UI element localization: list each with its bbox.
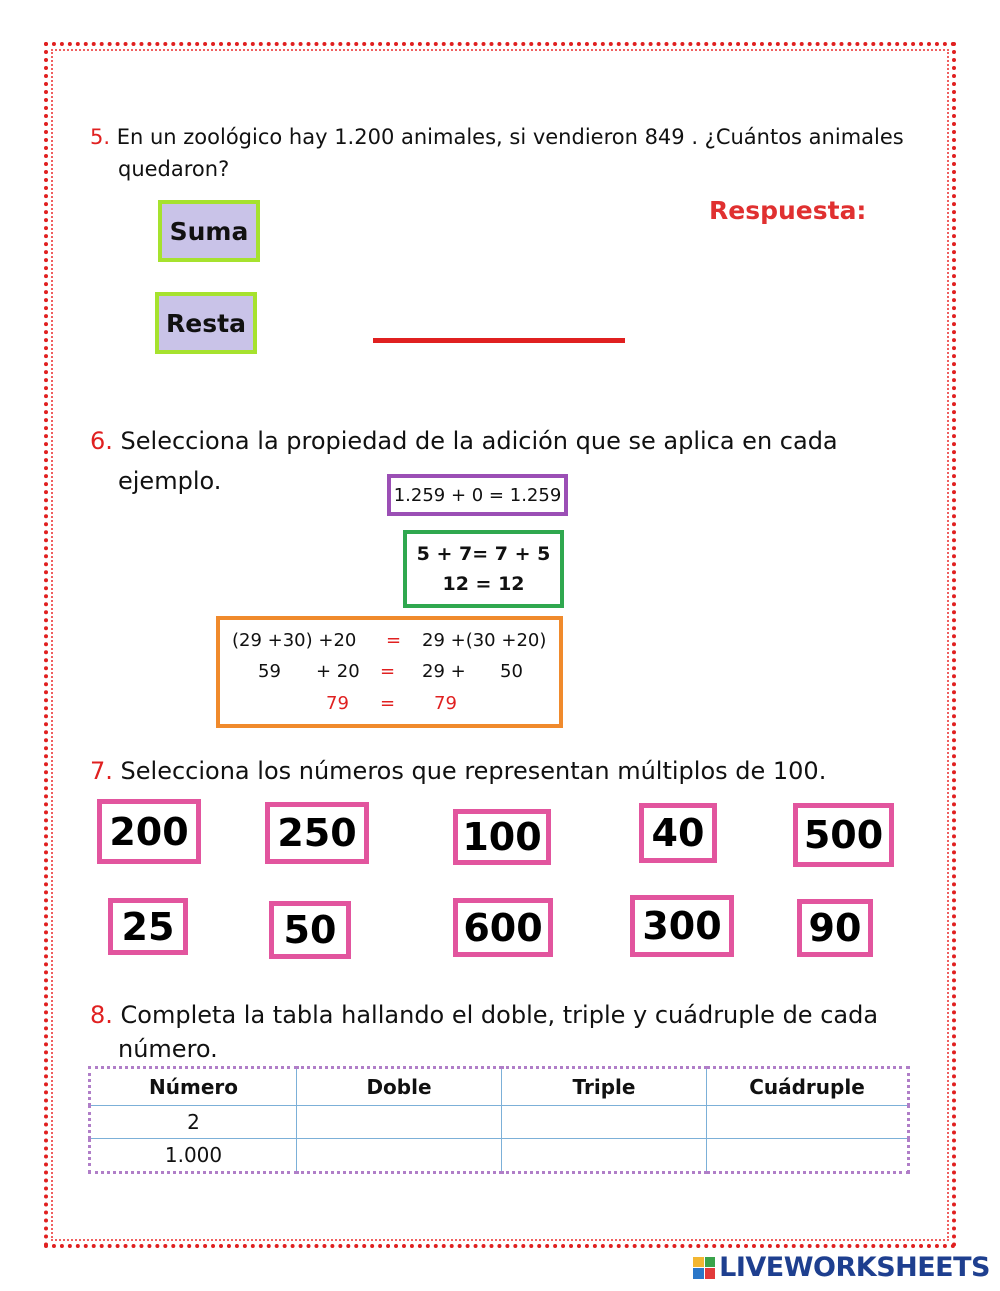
answer-line[interactable] [373, 338, 625, 343]
number-option-25[interactable]: 25 [108, 898, 188, 955]
number-option-100[interactable]: 100 [453, 809, 551, 865]
assoc-row1-right: 29 +(30 +20) [422, 630, 547, 651]
example-commutative[interactable] [403, 530, 564, 608]
number-option-50[interactable]: 50 [269, 901, 351, 959]
cell-number: 1.000 [90, 1139, 297, 1173]
table-header-row [90, 1068, 909, 1106]
question-5 [90, 121, 910, 185]
brand-text: LIVEWORKSHEETS [719, 1252, 990, 1283]
number-option-40[interactable]: 40 [639, 803, 717, 863]
example-associative[interactable] [216, 616, 563, 728]
assoc-row2-b: + 20 [316, 661, 360, 682]
question-text-cont: quedaron? [118, 157, 230, 181]
assoc-row3-eq: = [380, 693, 396, 714]
cell-triple-input[interactable] [502, 1139, 707, 1173]
cell-cuadruple-input[interactable] [707, 1139, 909, 1173]
assoc-row1-eq: = [386, 630, 402, 651]
question-text: En un zoológico hay 1.200 animales, si vendieron 849 . ¿Cuántos animales [116, 125, 904, 149]
cell-number: 2 [90, 1106, 297, 1139]
question-7 [90, 754, 910, 788]
assoc-row1-left: (29 +30) +20 [232, 630, 357, 651]
example-identity-text: 1.259 + 0 = 1.259 [393, 484, 562, 506]
cell-triple-input[interactable] [502, 1106, 707, 1139]
assoc-row2-eq: = [380, 661, 396, 682]
option-suma-button[interactable]: Suma [158, 200, 260, 262]
option-resta-button[interactable]: Resta [155, 292, 257, 354]
question-number: 6. [90, 427, 113, 455]
question-number: 7. [90, 757, 113, 785]
assoc-row2-a: 59 [258, 661, 281, 682]
cell-cuadruple-input[interactable] [707, 1106, 909, 1139]
number-option-90[interactable]: 90 [797, 899, 873, 957]
question-text: Selecciona la propiedad de la adición que se aplica en cada [120, 427, 838, 455]
question-number: 5. [90, 125, 111, 149]
liveworksheets-logo [693, 1252, 990, 1283]
answer-label: Respuesta: [709, 196, 867, 225]
table-row [90, 1139, 909, 1173]
number-option-600[interactable]: 600 [453, 898, 553, 957]
header-triple: Triple [502, 1068, 707, 1106]
assoc-row3-a: 79 [326, 693, 349, 714]
cell-doble-input[interactable] [297, 1106, 502, 1139]
number-option-300[interactable]: 300 [630, 895, 734, 957]
example-commutative-line1: 5 + 7= 7 + 5 [416, 543, 551, 565]
assoc-row3-b: 79 [434, 693, 457, 714]
header-doble: Doble [297, 1068, 502, 1106]
assoc-row2-c: 29 + [422, 661, 466, 682]
question-number: 8. [90, 1001, 113, 1029]
example-identity[interactable] [387, 474, 568, 516]
question-text: Completa la tabla hallando el doble, triple y cuádruple de cada [120, 1001, 879, 1029]
assoc-row2-d: 50 [500, 661, 523, 682]
example-commutative-line2: 12 = 12 [442, 573, 525, 595]
table-row [90, 1106, 909, 1139]
question-text: Selecciona los números que representan múltiplos de 100. [120, 757, 827, 785]
question-text-cont: ejemplo. [118, 467, 222, 495]
number-option-500[interactable]: 500 [793, 803, 894, 867]
question-8 [90, 998, 910, 1066]
header-cuadruple: Cuádruple [707, 1068, 909, 1106]
number-option-200[interactable]: 200 [97, 799, 201, 864]
question-text-cont: número. [118, 1035, 218, 1063]
header-numero: Número [90, 1068, 297, 1106]
multiples-table [88, 1066, 910, 1174]
number-option-250[interactable]: 250 [265, 802, 369, 864]
cell-doble-input[interactable] [297, 1139, 502, 1173]
brand-icon [693, 1257, 715, 1279]
